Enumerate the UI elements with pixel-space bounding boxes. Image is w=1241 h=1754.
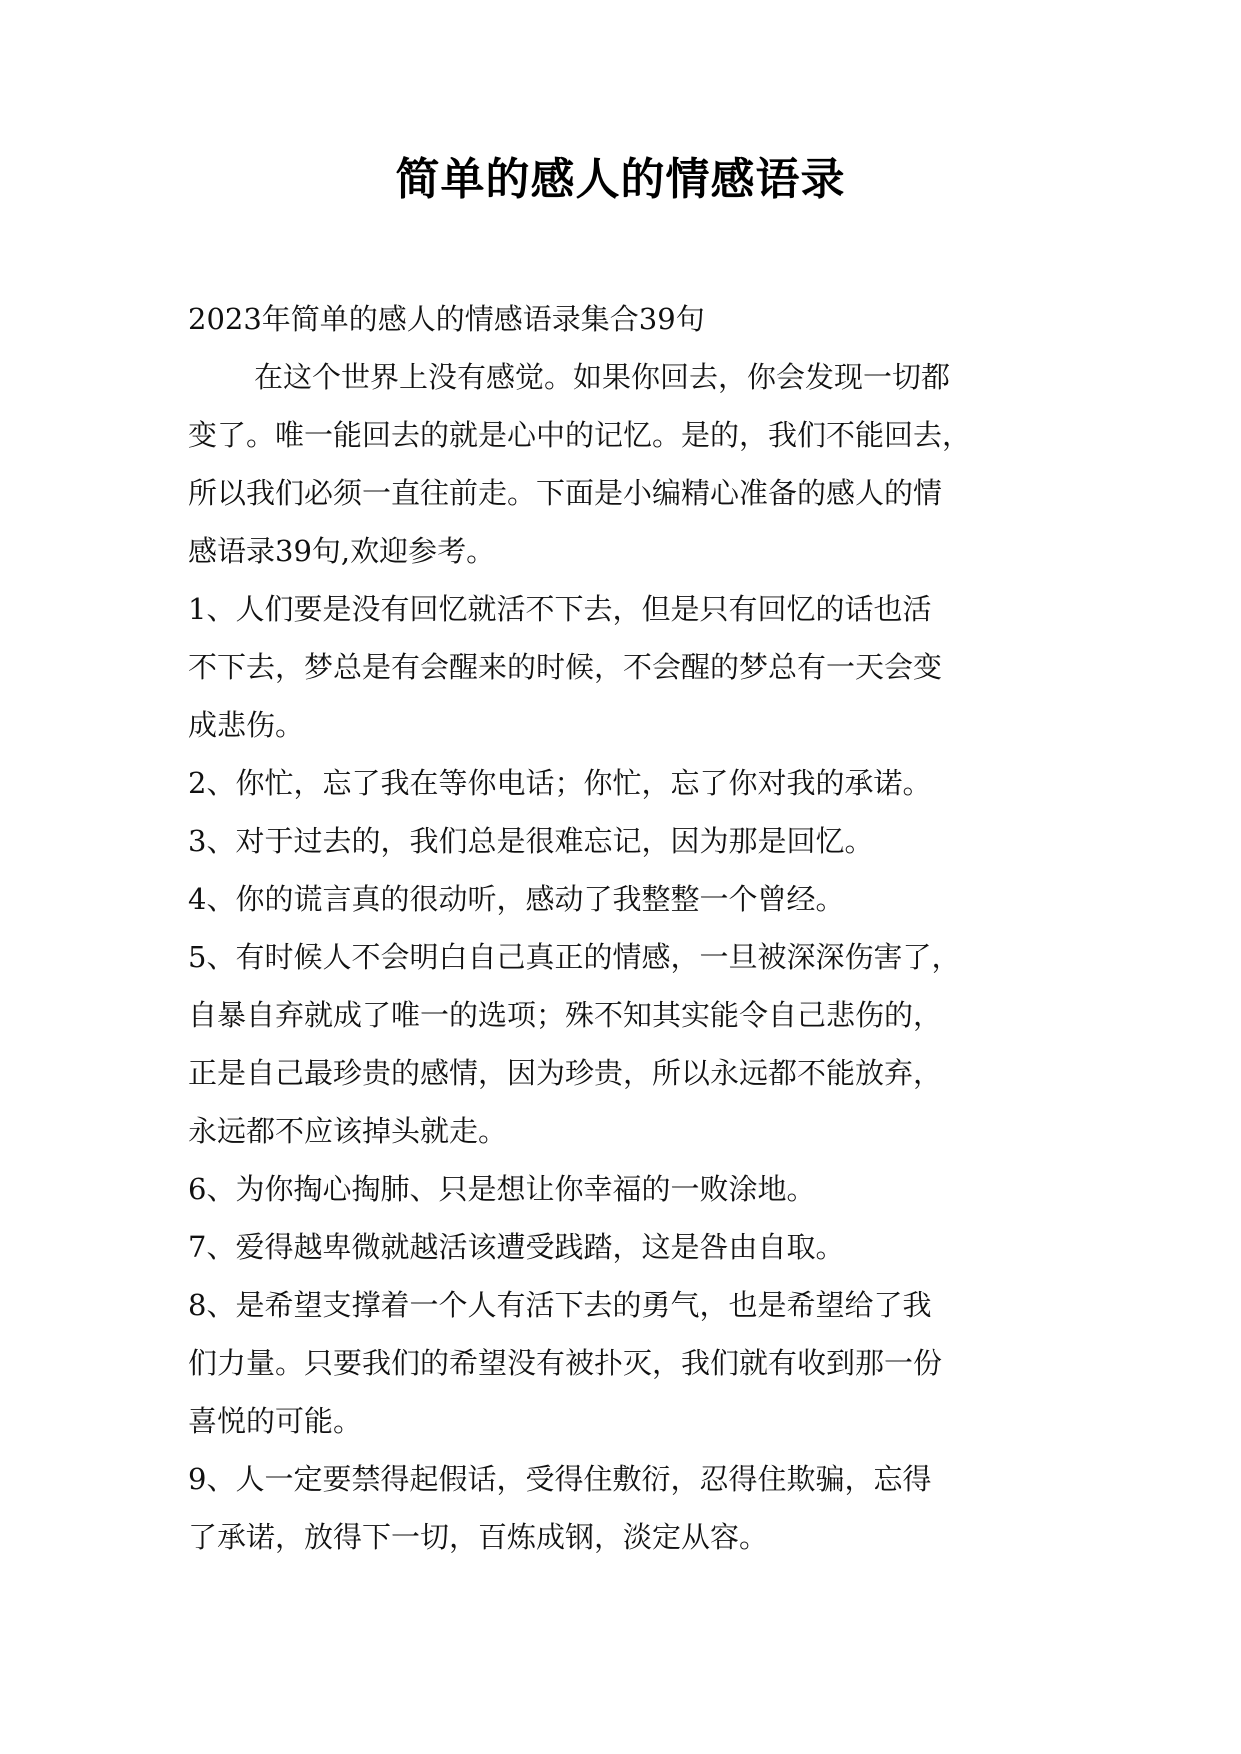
document-title: 简单的感人的情感语录 [395,154,846,205]
intro-line: 所以我们必须一直往前走。下面是小编精心准备的感人的情 [188,476,943,510]
quote-line: 成悲伤。 [188,708,305,742]
intro-line: 在这个世界上没有感觉。如果你回去，你会发现一切都 [254,360,951,394]
intro-line: 感语录39句,欢迎参考。 [188,534,496,568]
quote-item-3 [188,812,1068,870]
quote-line: 3、对于过去的，我们总是很难忘记，因为那是回忆。 [188,824,874,858]
quote-line: 8、是希望支撑着一个人有活下去的勇气，也是希望给了我 [188,1288,932,1322]
quote-item-5 [188,928,1068,1160]
quote-item-4 [188,870,1068,928]
quote-item-7 [188,1218,1068,1276]
intro-paragraph [188,348,1068,580]
document-subtitle: 2023年简单的感人的情感语录集合39句 [188,302,705,336]
quote-line: 永远都不应该掉头就走。 [188,1114,508,1148]
quote-line: 6、为你掏心掏肺、只是想让你幸福的一败涂地。 [188,1172,816,1206]
quote-line: 自暴自弃就成了唯一的选项；殊不知其实能令自己悲伤的， [188,998,943,1032]
quote-line: 2、你忙，忘了我在等你电话；你忙，忘了你对我的承诺。 [188,766,932,800]
quote-item-6 [188,1160,1068,1218]
quote-item-2 [188,754,1068,812]
quote-item-1 [188,580,1068,754]
quote-line: 们力量。只要我们的希望没有被扑灭，我们就有收到那一份 [188,1346,943,1380]
quote-line: 7、爱得越卑微就越活该遭受践踏，这是咎由自取。 [188,1230,845,1264]
quote-line: 9、人一定要禁得起假话，受得住敷衍，忍得住欺骗，忘得 [188,1462,932,1496]
quote-line: 不下去，梦总是有会醒来的时候，不会醒的梦总有一天会变 [188,650,943,684]
quote-line: 喜悦的可能。 [188,1404,363,1438]
quote-line: 5、有时候人不会明白自己真正的情感，一旦被深深伤害了， [188,940,961,974]
quote-item-8 [188,1276,1068,1450]
quote-line: 正是自己最珍贵的感情，因为珍贵，所以永远都不能放弃， [188,1056,943,1090]
quote-line: 4、你的谎言真的很动听，感动了我整整一个曾经。 [188,882,845,916]
intro-line: 变了。唯一能回去的就是心中的记忆。是的，我们不能回去， [188,418,972,452]
quote-item-9 [188,1450,1068,1566]
quote-line: 了承诺，放得下一切，百炼成钢，淡定从容。 [188,1520,769,1554]
document-body [188,290,1068,1566]
quote-line: 1、人们要是没有回忆就活不下去，但是只有回忆的话也活 [188,592,932,626]
